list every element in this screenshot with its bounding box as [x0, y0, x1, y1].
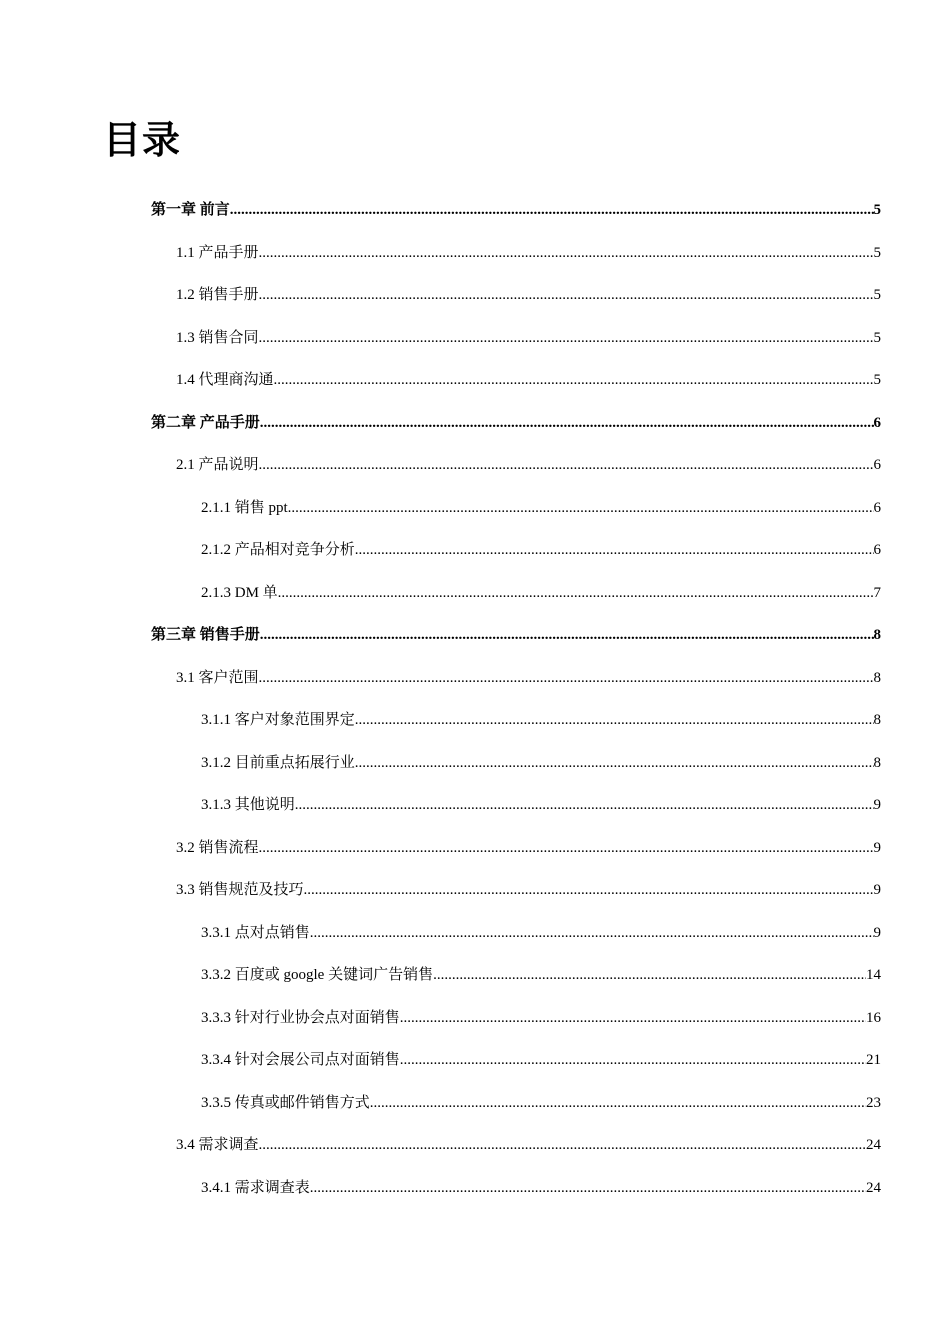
toc-dot-leader	[278, 572, 874, 615]
toc-page-number: 9	[873, 924, 881, 941]
toc-entry[interactable]	[0, 954, 950, 997]
toc-dot-leader	[260, 614, 874, 657]
toc-entry-text: 2.1.3 DM 单	[201, 584, 278, 601]
toc-page-number: 8	[873, 712, 881, 728]
toc-entry-text: 3.3.1 点对点销售	[201, 924, 310, 941]
toc-entry-text: 2.1 产品说明	[176, 457, 259, 473]
toc-entry[interactable]	[0, 572, 950, 615]
toc-page-number: 23	[866, 1094, 881, 1111]
toc-entry[interactable]	[0, 1167, 950, 1210]
toc-page-number: 9	[873, 797, 881, 813]
toc-page-number: 5	[873, 202, 881, 218]
toc-title: 目录	[103, 118, 182, 162]
toc-dot-leader	[259, 657, 874, 700]
toc-entry-text: 1.1 产品手册	[176, 244, 259, 261]
toc-page-number: 5	[873, 329, 881, 346]
toc-dot-leader	[230, 189, 874, 232]
toc-entry[interactable]	[0, 1039, 950, 1082]
toc-entry[interactable]	[0, 614, 950, 657]
toc-entry-text: 1.3 销售合同	[176, 329, 259, 346]
toc-dot-leader	[355, 699, 874, 742]
toc-entry[interactable]	[0, 232, 950, 275]
toc-page-number: 7	[873, 584, 881, 601]
toc-entry-text: 3.3.5 传真或邮件销售方式	[201, 1094, 370, 1111]
toc-entry[interactable]	[0, 317, 950, 360]
toc-page-number: 24	[866, 1179, 881, 1196]
toc-page-number: 5	[873, 287, 881, 303]
toc-dot-leader	[259, 827, 874, 870]
toc-entry-text: 3.1.1 客户对象范围界定	[201, 712, 355, 728]
toc-entry-text: 2.1.1 销售 ppt	[201, 499, 288, 516]
toc-page-number: 6	[873, 499, 881, 516]
toc-entry[interactable]	[0, 529, 950, 572]
toc-entry[interactable]	[0, 444, 950, 487]
toc-entry[interactable]	[0, 274, 950, 317]
toc-entry-text: 3.4.1 需求调查表	[201, 1179, 310, 1196]
toc-entry-text: 3.2 销售流程	[176, 839, 259, 856]
toc-entry-text: 3.4 需求调查	[176, 1137, 259, 1153]
toc-dot-leader	[400, 997, 866, 1040]
toc-entry[interactable]	[0, 784, 950, 827]
toc-page-number: 9	[873, 839, 881, 856]
toc-page-number: 6	[873, 414, 881, 431]
toc-entry[interactable]	[0, 189, 950, 232]
toc-dot-leader	[304, 869, 874, 912]
toc-page-number: 5	[873, 244, 881, 261]
toc-dot-leader	[433, 954, 866, 997]
toc-entry-text: 第三章 销售手册	[151, 627, 260, 643]
toc-entry-text: 1.2 销售手册	[176, 287, 259, 303]
toc-dot-leader	[310, 1167, 866, 1210]
toc-page-number: 8	[873, 669, 881, 686]
toc-page-number: 14	[866, 967, 881, 983]
toc-dot-leader	[259, 317, 874, 360]
toc-entry-text: 3.3.2 百度或 google 关键词广告销售	[201, 967, 434, 983]
toc-entry[interactable]	[0, 699, 950, 742]
toc-page-number: 8	[873, 754, 881, 771]
toc-entry[interactable]	[0, 1124, 950, 1167]
toc-entry[interactable]	[0, 827, 950, 870]
toc-list	[0, 189, 950, 1209]
toc-page-number: 6	[873, 457, 881, 473]
toc-dot-leader	[259, 274, 874, 317]
toc-entry-text: 2.1.2 产品相对竞争分析	[201, 542, 355, 558]
toc-entry[interactable]	[0, 997, 950, 1040]
toc-dot-leader	[288, 487, 874, 530]
toc-entry[interactable]	[0, 912, 950, 955]
toc-entry[interactable]	[0, 742, 950, 785]
toc-page-number: 21	[866, 1052, 881, 1068]
toc-page-number: 6	[873, 542, 881, 558]
toc-dot-leader	[355, 742, 874, 785]
toc-dot-leader	[259, 232, 874, 275]
toc-entry-text: 第一章 前言	[151, 202, 230, 218]
toc-entry-text: 3.3.3 针对行业协会点对面销售	[201, 1009, 400, 1026]
toc-dot-leader	[259, 444, 874, 487]
toc-entry-text: 3.1.2 目前重点拓展行业	[201, 754, 355, 771]
toc-dot-leader	[355, 529, 874, 572]
toc-dot-leader	[274, 359, 874, 402]
toc-page-number: 9	[873, 882, 881, 898]
toc-entry[interactable]	[0, 487, 950, 530]
toc-dot-leader	[259, 1124, 866, 1167]
toc-entry-text: 1.4 代理商沟通	[176, 372, 274, 388]
toc-entry-text: 3.3.4 针对会展公司点对面销售	[201, 1052, 400, 1068]
toc-dot-leader	[260, 402, 874, 445]
toc-entry-text: 第二章 产品手册	[151, 414, 260, 431]
toc-dot-leader	[400, 1039, 866, 1082]
toc-entry-text: 3.1.3 其他说明	[201, 797, 295, 813]
toc-entry-text: 3.3 销售规范及技巧	[176, 882, 304, 898]
toc-entry-text: 3.1 客户范围	[176, 669, 259, 686]
toc-page-number: 8	[873, 627, 881, 643]
toc-entry[interactable]	[0, 402, 950, 445]
toc-dot-leader	[310, 912, 874, 955]
toc-page-number: 24	[866, 1137, 881, 1153]
toc-page-number: 16	[866, 1009, 881, 1026]
toc-dot-leader	[370, 1082, 866, 1125]
toc-entry[interactable]	[0, 657, 950, 700]
toc-dot-leader	[295, 784, 874, 827]
toc-page-number: 5	[873, 372, 881, 388]
toc-entry[interactable]	[0, 1082, 950, 1125]
toc-entry[interactable]	[0, 869, 950, 912]
toc-entry[interactable]	[0, 359, 950, 402]
